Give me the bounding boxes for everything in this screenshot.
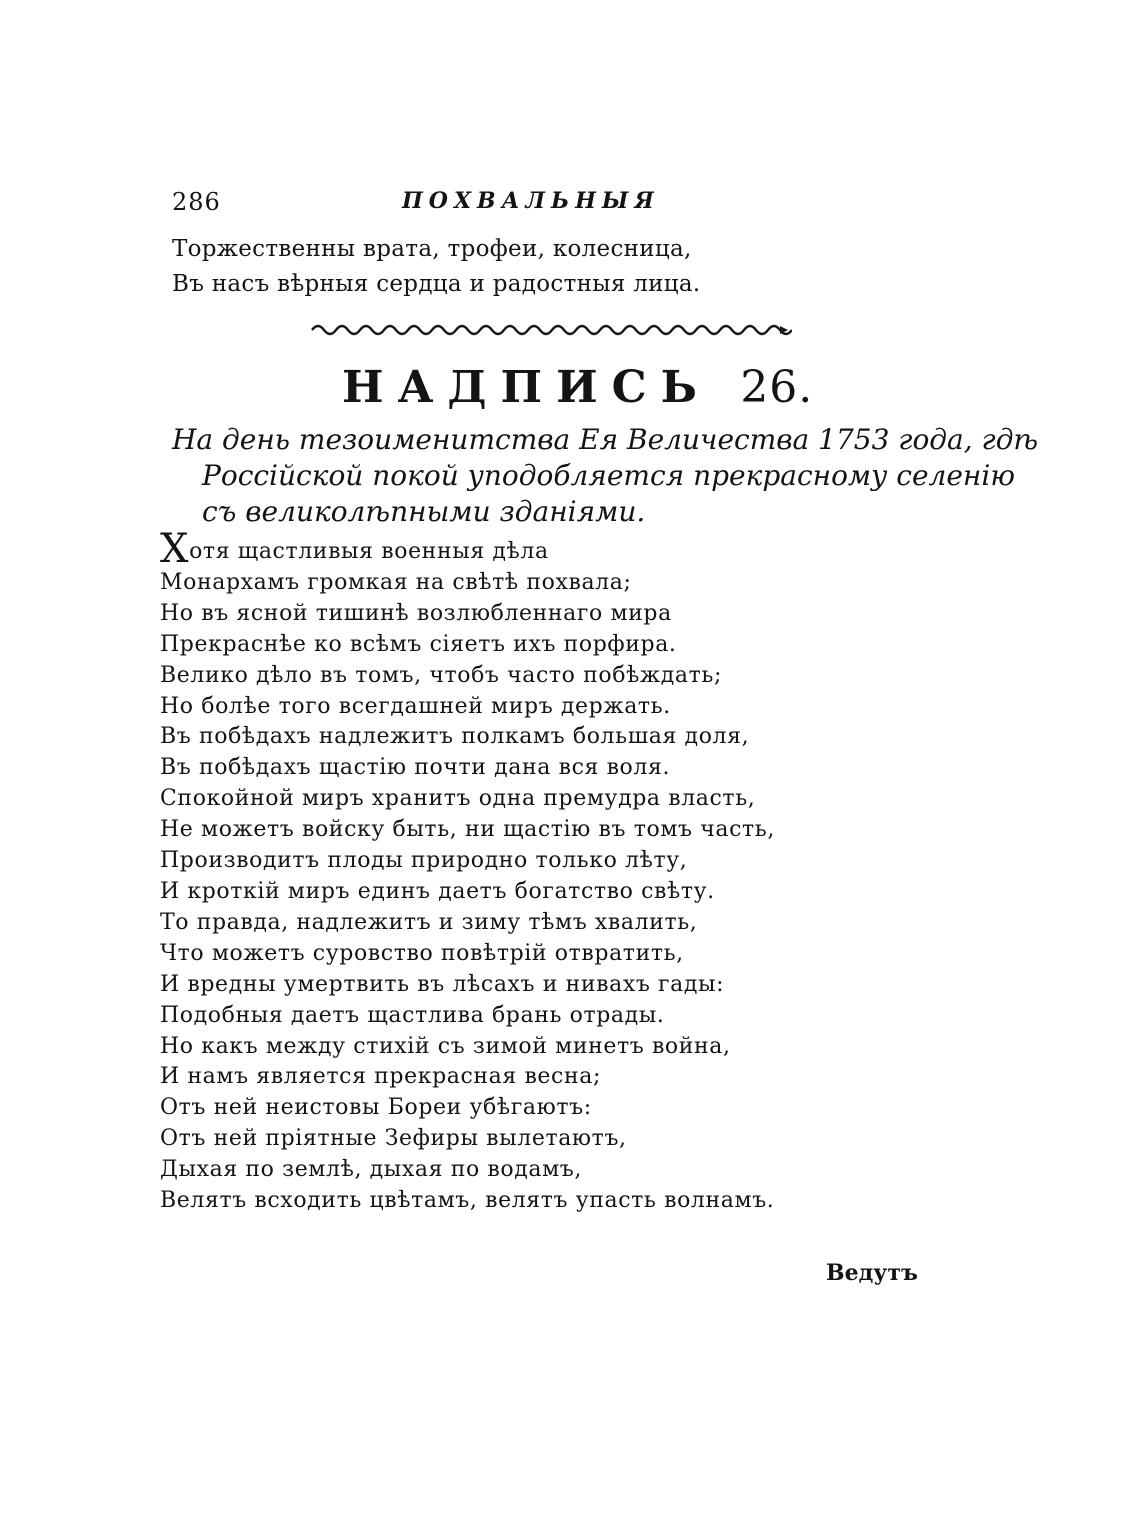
running-head: ПОХВАЛЬНЫЯ xyxy=(402,188,660,214)
verse-line: Но какъ между стихій съ зимой минетъ война, xyxy=(160,1033,731,1059)
verse-line: Монархамъ громкая на свѣтѣ похвала; xyxy=(160,569,632,595)
verse-line: Спокойной миръ хранитъ одна премудра власть, xyxy=(160,786,756,812)
poem-body xyxy=(160,526,775,1217)
subtitle-line: На день тезоименитства Ея Величества 1753 года, гдѣ xyxy=(172,423,1039,456)
verse-line: Отъ ней пріятные Зефиры вылетаютъ, xyxy=(160,1126,627,1152)
verse-line xyxy=(160,526,775,572)
verse-line: Велико дѣло въ томъ, чтобъ часто побѣждать; xyxy=(160,662,722,688)
verse-line: Торжественны врата, трофеи, колесница, xyxy=(172,236,692,262)
verse-line: И намъ является прекрасная весна; xyxy=(160,1064,601,1090)
inscription-title xyxy=(342,362,813,413)
subtitle-line: Россійской покой уподобляется прекрасному селенію xyxy=(202,459,1015,492)
verse-line-text: отя щастливыя военныя дѣла xyxy=(189,539,549,564)
page-number: 286 xyxy=(172,188,221,216)
verse-line: Велятъ всходить цвѣтамъ, велятъ упасть волнамъ. xyxy=(160,1188,775,1214)
inscription-subtitle xyxy=(172,422,1039,530)
verse-line: Отъ ней неистовы Бореи убѣгаютъ: xyxy=(160,1095,592,1121)
verse-line: Что можетъ суровство повѣтрій отвратить, xyxy=(160,940,684,966)
initial-letter: Х xyxy=(160,526,190,572)
verse-line: Но въ ясной тишинѣ возлюбленнаго мира xyxy=(160,600,672,626)
verse-line: И вредны умертвить въ лѣсахъ и нивахъ гады: xyxy=(160,971,725,997)
verse-line: Въ побѣдахъ щастію почти дана вся воля. xyxy=(160,755,671,781)
subtitle-line: съ великолѣпными зданіями. xyxy=(202,495,646,528)
catchword: Ведутъ xyxy=(826,1260,918,1286)
verse-line: Подобныя даетъ щастлива брань отрады. xyxy=(160,1002,665,1028)
verse-line: Въ насъ вѣрныя сердца и радостныя лица. xyxy=(172,271,701,297)
title-number: 26. xyxy=(740,362,814,413)
verse-line: Но болѣе того всегдашней миръ держать. xyxy=(160,693,671,719)
verse-line: Дыхая по землѣ, дыхая по водамъ, xyxy=(160,1157,582,1183)
verse-line: Въ побѣдахъ надлежитъ полкамъ большая доля, xyxy=(160,724,750,750)
verse-line: Не можетъ войску быть, ни щастію въ томъ часть, xyxy=(160,817,775,843)
verse-line: То правда, надлежитъ и зиму тѣмъ хвалить, xyxy=(160,909,698,935)
verse-line: Производитъ плоды природно только лѣту, xyxy=(160,848,688,874)
verse-line: И кроткій миръ единъ даетъ богатство свѣту. xyxy=(160,878,715,904)
title-word: НАДПИСЬ xyxy=(342,362,711,413)
carryover-verse xyxy=(172,232,701,302)
page-header xyxy=(172,188,732,222)
verse-line: Прекраснѣе ко всѣмъ сіяетъ ихъ порфира. xyxy=(160,631,677,657)
ornamental-rule xyxy=(306,318,792,342)
